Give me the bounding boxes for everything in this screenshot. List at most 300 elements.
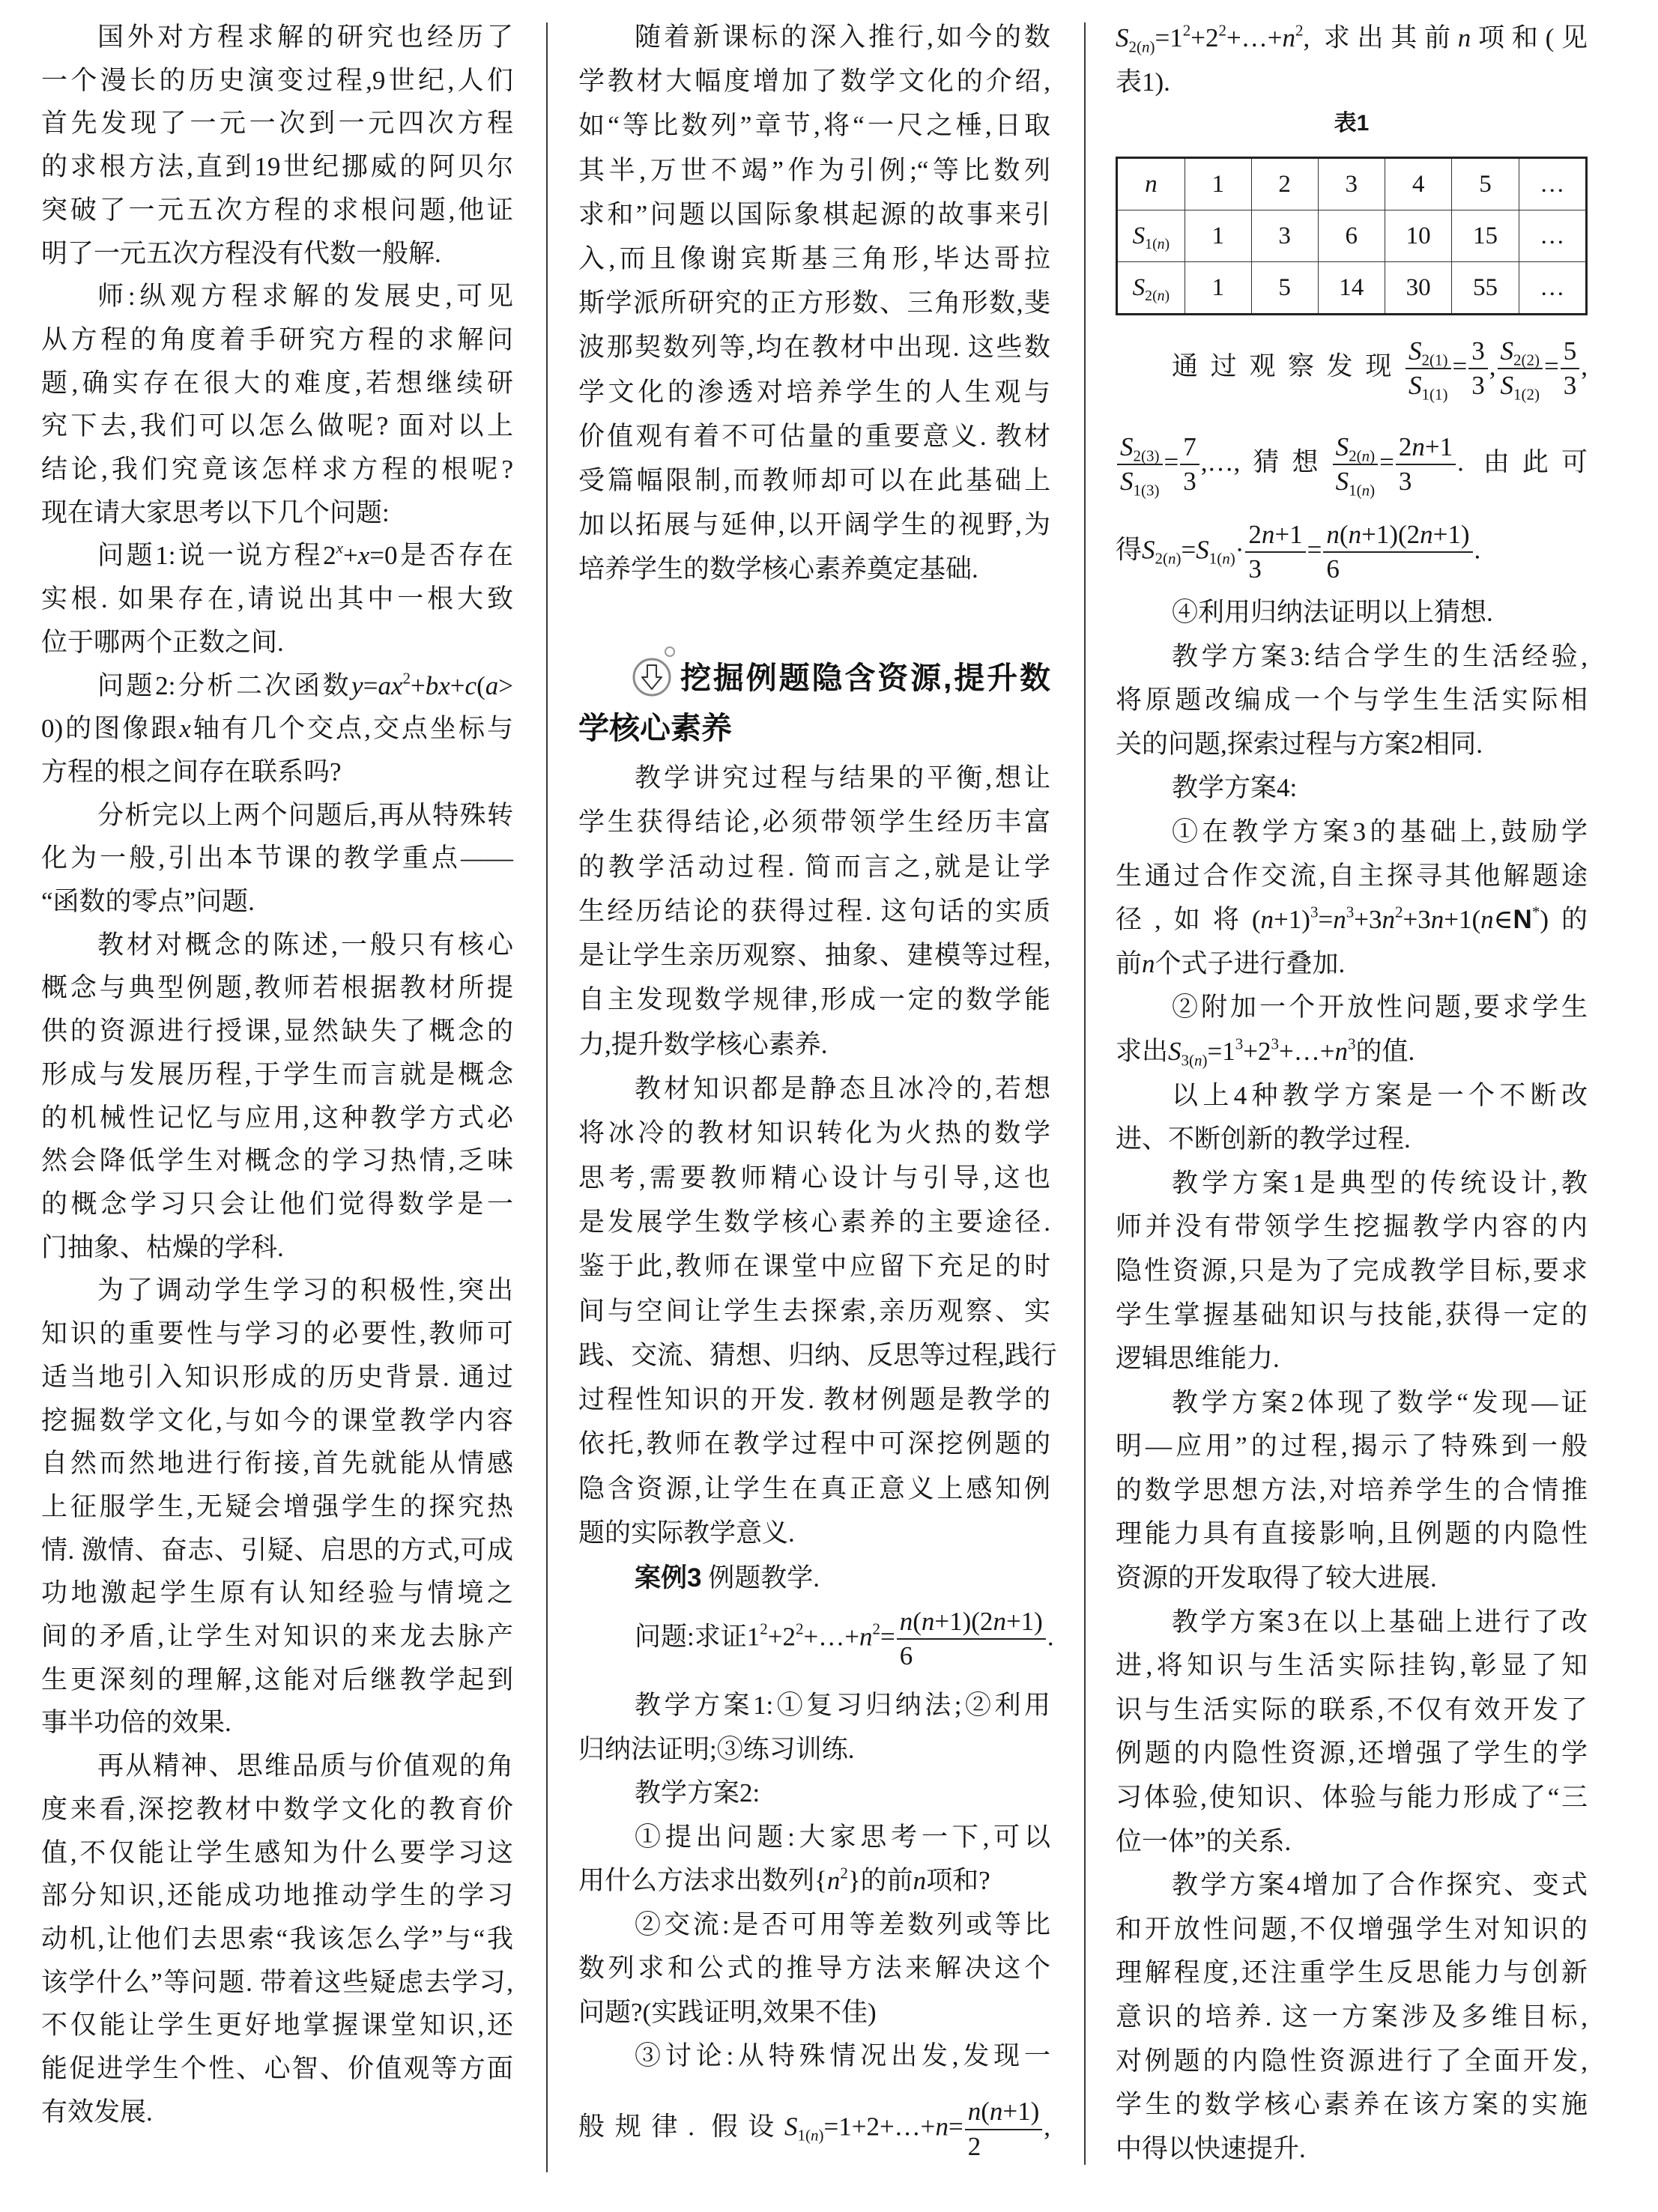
text-run: 的机械性记忆与应用,这种教学方式必 <box>41 1103 513 1133</box>
text-run: 度来看,深挖教材中数学文化的教育价 <box>41 1794 513 1824</box>
sums-table-body <box>1117 158 1587 315</box>
math-variable: S <box>1409 336 1422 366</box>
text-run: 教材知识都是静态且冰冷的,若想 <box>635 1074 1050 1104</box>
text-line <box>578 1511 1050 1555</box>
text-line <box>1116 986 1588 1030</box>
column-middle <box>578 0 1057 2212</box>
paragraph <box>578 1067 1057 1555</box>
text-line <box>578 1067 1050 1111</box>
fraction <box>1406 336 1451 402</box>
text-run: 教学方案1:①复习归纳法;②利用 <box>635 1691 1050 1720</box>
text-run: 1( <box>797 2126 811 2145</box>
text-run: 般规律. 假设 <box>578 2112 784 2142</box>
text-run: +3 <box>1403 905 1431 935</box>
math-variable: n <box>1361 446 1370 465</box>
text-line <box>1116 2083 1588 2127</box>
text-run: 从方程的角度着手研究方程的求解问 <box>41 324 513 354</box>
paragraph <box>41 1269 513 1745</box>
text-run: 然会降低学生对概念的学习热情,乏味 <box>41 1146 513 1176</box>
text-line <box>41 362 513 405</box>
math-variable: S <box>1196 535 1209 565</box>
text-run: 上征服学生,无疑会增强学生的探究热 <box>41 1491 513 1521</box>
text-line <box>41 59 513 103</box>
superscript: 3 <box>1235 1034 1244 1053</box>
paragraph <box>1116 1162 1588 1381</box>
math-variable: n <box>1457 23 1471 52</box>
text-run: =1 <box>1207 1036 1235 1066</box>
paragraph <box>1116 1381 1588 1601</box>
paragraph <box>578 1903 1050 2035</box>
table-cell: 14 <box>1318 262 1385 315</box>
text-run: 践、交流、猜想、归纳、反思等过程,践行 <box>578 1340 1057 1370</box>
text-run: . <box>1047 1622 1054 1652</box>
table-row <box>1117 210 1587 262</box>
text-run: 3 <box>1471 336 1485 366</box>
superscript: 3 <box>1271 1034 1280 1053</box>
text-run: , <box>1489 351 1496 381</box>
text-line <box>578 458 1050 503</box>
text-run: 隐性资源,只是为了完成教学目标,要求 <box>1116 1255 1588 1285</box>
text-line <box>1116 16 1588 60</box>
text-line <box>41 837 513 880</box>
circled-down-arrow-icon <box>631 644 679 698</box>
table-cell: … <box>1519 210 1586 262</box>
superscript: 2 <box>1394 903 1403 921</box>
fraction-denominator <box>1333 464 1379 500</box>
text-run: 通过观察发现 <box>1172 351 1404 381</box>
fraction <box>965 2097 1043 2162</box>
text-run: 间与空间让学生去探索,亲历观察、实 <box>578 1296 1050 1326</box>
text-line <box>1116 431 1588 500</box>
text-line <box>1116 1644 1588 1688</box>
text-run: 能促进学生个性、心智、价值观等方面 <box>41 2054 513 2084</box>
text-line <box>41 404 513 448</box>
text-line <box>1116 1205 1588 1249</box>
text-run: 现在请大家思考以下几个问题: <box>41 497 390 527</box>
math-variable: n <box>1157 287 1165 304</box>
text-run: 前 <box>1116 948 1143 978</box>
text-run: 2 <box>1398 431 1412 461</box>
text-run: = <box>1181 535 1196 565</box>
text-run: 价值观有着不可估量的重要意义. 教材 <box>578 421 1050 451</box>
math-variable: n <box>1420 519 1433 549</box>
text-run: +…+ <box>803 1622 859 1652</box>
text-line <box>578 103 1050 148</box>
superscript: 2 <box>872 1619 880 1638</box>
text-run: 结论,我们究竟该怎样求方程的根呢? <box>41 455 513 485</box>
text-run: 入,而且像谢宾斯基三角形,毕达哥拉 <box>578 244 1050 274</box>
fraction <box>1117 431 1163 500</box>
subscript <box>1349 446 1375 464</box>
text-line <box>41 664 513 708</box>
text-run: 功地激起学生原有认知经验与情境之 <box>41 1578 513 1608</box>
text-run: ③讨论:从特殊情况出发,发现一 <box>635 2041 1050 2070</box>
subscript <box>1182 1051 1208 1069</box>
text-line <box>41 2047 513 2091</box>
text-run: 鉴于此,教师在课堂中应留下充足的时 <box>578 1252 1050 1282</box>
text-run: )的 <box>1540 905 1588 935</box>
text-run: 2( <box>1349 446 1362 465</box>
text-run: ) <box>1370 481 1376 500</box>
math-variable: S <box>1132 273 1146 301</box>
text-run: 斯学派所研究的正方形数、三角形数,斐 <box>578 288 1050 318</box>
text-run: 0)的图像跟 <box>41 714 180 744</box>
fraction-numerator <box>1117 432 1163 464</box>
text-run: ①提出问题:大家思考一下,可以 <box>635 1822 1050 1852</box>
text-run: 3( <box>1181 1051 1195 1070</box>
text-run: ) <box>1176 549 1182 568</box>
table-cell: … <box>1519 158 1586 210</box>
subscript: 2(2) <box>1513 351 1540 369</box>
text-run: = <box>1307 535 1322 565</box>
text-run: 思考,需要教师精心设计与引导,这也 <box>578 1163 1050 1193</box>
text-run: =1+2+…+ <box>823 2112 936 2142</box>
text-line <box>1116 1951 1588 1996</box>
math-variable: n <box>993 1606 1006 1636</box>
fraction-numerator <box>1561 336 1580 368</box>
math-variable: n <box>1326 519 1340 549</box>
text-run: 形成与发展历程,于学生而言就是概念 <box>41 1059 513 1089</box>
text-line <box>578 1333 1057 1378</box>
superscript: 2 <box>840 1864 848 1882</box>
math-variable: c <box>465 670 477 700</box>
text-run: 一个漫长的历史演变过程,9世纪,人们 <box>41 65 513 95</box>
text-run: 知识的重要性与学习的必要性,教师可 <box>41 1319 513 1349</box>
text-line <box>578 2097 1050 2162</box>
math-variable: S <box>1132 222 1146 249</box>
text-line <box>578 148 1050 193</box>
math-variable: n <box>1142 948 1155 978</box>
math-variable: S <box>1335 431 1349 461</box>
text-line <box>1116 1820 1588 1864</box>
math-variable: S <box>1116 23 1129 52</box>
text-run: 理解程度,还注重学生反思能力与创新 <box>1116 1958 1588 1988</box>
fraction-denominator <box>1396 464 1456 497</box>
text-run: +1 <box>1274 519 1303 549</box>
text-run: 问题:求证1 <box>635 1622 760 1652</box>
text-line <box>41 534 513 578</box>
text-run: 学生掌握基础知识与技能,获得一定的 <box>1116 1300 1588 1330</box>
text-run: 理能力具有直接影响,且例题的内隐性 <box>1116 1519 1588 1549</box>
math-variable: S <box>1409 371 1422 400</box>
text-run: 3 <box>1398 467 1412 496</box>
text-line <box>41 16 513 59</box>
text-run: +1) <box>1002 2097 1040 2127</box>
text-run: “函数的零点”问题. <box>41 887 255 917</box>
text-line <box>1116 520 1588 585</box>
text-run: 实根. 如果存在,请说出其中一根大致 <box>41 584 513 614</box>
paragraph <box>578 1816 1050 1903</box>
text-line <box>41 1183 513 1226</box>
fraction <box>1396 432 1456 497</box>
text-run: 和开放性问题,不仅增强学生对知识的 <box>1116 1914 1588 1944</box>
paragraph <box>578 1772 1050 1816</box>
text-run: 师:纵观方程求解的发展史,可见 <box>97 282 513 312</box>
text-run: 教学方案1是典型的传统设计,教 <box>1172 1168 1588 1198</box>
fraction <box>1245 520 1305 585</box>
text-line <box>578 1557 1050 1600</box>
text-line <box>578 2034 1050 2079</box>
text-line <box>41 1399 513 1443</box>
text-run: 挖掘数学文化,与如今的课堂教学内容 <box>41 1405 513 1435</box>
text-line <box>41 232 513 276</box>
table-cell: 5 <box>1452 158 1519 210</box>
table-cell: 4 <box>1385 158 1451 210</box>
text-run: 加以拓展与延伸,以开阔学生的视野,为 <box>578 510 1050 540</box>
subscript: 2(3) <box>1133 446 1160 465</box>
text-line <box>1116 2127 1588 2172</box>
table-cell: 1 <box>1184 210 1251 262</box>
text-run: =1 <box>1155 23 1183 52</box>
text-run: 将冰冷的教材知识转化为火热的数学 <box>578 1118 1050 1148</box>
table-cell: 30 <box>1385 262 1451 315</box>
paragraph <box>1116 810 1588 986</box>
text-line <box>41 1831 513 1875</box>
math-variable: n <box>967 2097 981 2127</box>
math-variable: x <box>357 541 370 571</box>
sums-table <box>1116 157 1588 315</box>
text-run: 问题?(实践证明,效果不佳) <box>578 1997 877 2027</box>
text-line <box>578 1244 1050 1288</box>
fraction <box>1498 336 1543 402</box>
paragraph <box>1116 766 1588 810</box>
text-run: 个式子进行叠加. <box>1155 948 1346 978</box>
table-cell: 15 <box>1452 210 1519 262</box>
math-variable: n <box>1222 549 1230 568</box>
fraction <box>1561 336 1580 402</box>
superscript: 2 <box>795 1619 804 1638</box>
text-run: + <box>342 541 358 571</box>
text-line <box>578 1022 1050 1067</box>
text-line <box>41 621 513 664</box>
intro-text <box>578 15 1050 592</box>
text-run: , 求出其前 <box>1303 23 1458 52</box>
text-run: = <box>1452 351 1468 381</box>
math-variable: n <box>1348 519 1362 549</box>
math-variable: n <box>1260 905 1274 935</box>
text-line <box>1116 679 1588 723</box>
text-line <box>1116 1249 1588 1294</box>
paragraph <box>1116 635 1588 767</box>
text-run: 情. 激情、奋志、引疑、启思的方式,可成 <box>41 1535 513 1565</box>
text-line <box>578 1378 1050 1422</box>
text-run: 例题教学. <box>701 1563 820 1593</box>
fraction-denominator <box>1561 368 1580 401</box>
text-line <box>1116 1294 1588 1338</box>
text-run: ,…,猜想 <box>1200 447 1331 477</box>
text-line <box>41 1874 513 1918</box>
text-run: , <box>1581 351 1588 381</box>
text-line <box>578 414 1050 458</box>
text-run: 2 <box>967 2131 981 2161</box>
text-line <box>41 1918 513 1961</box>
fraction-numerator <box>1406 336 1451 368</box>
text-run: 动机,让他们去思索“我该怎么学”与“我 <box>41 1924 513 1954</box>
text-run: 事半功倍的效果. <box>41 1708 232 1738</box>
text-run: ∈ <box>1493 905 1513 935</box>
text-run: + <box>450 670 465 700</box>
text-run: 的概念学习只会让他们觉得数学是一 <box>41 1189 513 1219</box>
text-run: 题,确实存在很大的难度,若想继续研 <box>41 368 513 398</box>
fraction <box>897 1607 1046 1672</box>
text-run: 3 <box>1248 554 1262 584</box>
math-variable: S <box>1168 1036 1182 1066</box>
text-run: 意识的培养. 这一方案涉及多维目标, <box>1116 2002 1588 2031</box>
text-run: 是发展学生数学核心素养的主要途径. <box>578 1207 1050 1237</box>
text-run: +1) <box>1274 905 1310 935</box>
text-run: 过程性知识的开发. 教材例题是教学的 <box>578 1385 1050 1415</box>
paragraph <box>41 794 513 924</box>
subscript: 1(2) <box>1513 385 1540 404</box>
math-variable: n <box>810 2126 819 2145</box>
math-variable: n <box>1145 170 1158 198</box>
text-run: +2 <box>1190 23 1219 52</box>
table-cell: 6 <box>1318 210 1385 262</box>
text-run: ( <box>913 1606 922 1636</box>
column-right <box>1116 0 1588 2212</box>
superscript <box>336 539 343 557</box>
text-run: +1 <box>1424 431 1453 461</box>
text-line <box>1116 766 1588 810</box>
math-variable: n <box>1282 23 1295 52</box>
subscript <box>797 2127 823 2145</box>
text-line <box>41 491 513 535</box>
text-line <box>41 1572 513 1615</box>
text-line <box>578 1156 1050 1200</box>
paragraph <box>1116 16 1588 104</box>
text-run: 波那契数列等,均在教材中出现. 这些数 <box>578 333 1050 363</box>
text-line <box>1116 1732 1588 1776</box>
fraction-denominator <box>1468 368 1488 401</box>
text-run: ( <box>981 2097 990 2127</box>
text-line <box>578 1991 1050 2035</box>
text-line <box>41 794 513 837</box>
text-run: 题的实际教学意义. <box>578 1518 795 1548</box>
text-run: ) <box>1370 446 1376 465</box>
text-run: 项和? <box>926 1866 990 1895</box>
text-line <box>578 889 1050 933</box>
text-run: 首先发现了一元一次到一元四次方程 <box>41 109 513 139</box>
text-run: 将原题改编成一个与学生生活实际相 <box>1116 685 1588 715</box>
text-run: 以上4种教学方案是一个不断改 <box>1172 1080 1588 1110</box>
text-line <box>1116 1908 1588 1952</box>
text-run: 教学讲究过程与结果的平衡,想让 <box>635 763 1050 793</box>
text-run: 教学方案4增加了合作探究、变式 <box>1172 1870 1588 1900</box>
text-line <box>1116 942 1588 987</box>
math-variable: S <box>1120 467 1134 496</box>
section-heading-line-2: 学核心素养 <box>578 711 732 745</box>
text-line <box>41 1269 513 1312</box>
text-run: ) <box>1164 235 1170 252</box>
bold-label: N <box>1513 905 1532 935</box>
text-run: +1)(2 <box>1361 519 1421 549</box>
text-run: 的数学思想方法,对培养学生的合情推 <box>1116 1475 1588 1505</box>
fraction-numerator <box>1468 336 1488 368</box>
math-variable: x <box>336 539 343 557</box>
text-run: ) <box>1202 1051 1208 1070</box>
paragraph <box>41 16 513 275</box>
text-line <box>578 193 1050 237</box>
text-run: ) <box>1229 549 1235 568</box>
math-variable: n <box>935 2112 948 2142</box>
text-run: 师并没有带领学生挖掘教学内容的内 <box>1116 1212 1588 1242</box>
text-run: 对例题的内隐性资源进行了全面开发, <box>1116 2046 1588 2076</box>
text-line <box>578 756 1050 800</box>
text-line <box>41 102 513 145</box>
text-run: 受篇幅限制,而教师却可以在此基础上 <box>578 466 1050 496</box>
text-run: +3 <box>1354 905 1382 935</box>
paragraph <box>578 756 1050 1067</box>
text-run: =0是否存在 <box>369 541 513 571</box>
text-run: 位一体”的关系. <box>1116 1826 1292 1856</box>
fraction-numerator <box>1323 520 1472 551</box>
text-line <box>578 15 1050 59</box>
sum-definition-text <box>1116 16 1588 104</box>
text-run: 用什么方法求出数列{ <box>578 1866 827 1895</box>
text-line <box>1116 1512 1588 1557</box>
text-run: 中得以快速提升. <box>1116 2133 1306 2163</box>
subscript: 2(1) <box>1421 351 1448 369</box>
text-run: 教学方案4: <box>1172 773 1298 803</box>
text-line <box>578 370 1050 414</box>
text-line <box>1116 1118 1588 1162</box>
math-variable: n <box>989 2097 1003 2127</box>
text-run: . <box>1474 535 1481 565</box>
text-line <box>1116 810 1588 855</box>
text-run: = <box>948 2112 963 2142</box>
math-variable: n <box>1412 431 1425 461</box>
text-run: 关的问题,探索过程与方案2相同. <box>1116 729 1483 759</box>
text-line <box>578 1903 1050 1948</box>
table-row-label <box>1117 210 1185 262</box>
superscript: 2 <box>1295 21 1304 40</box>
math-variable: ax <box>378 670 403 700</box>
text-run: 得 <box>1116 535 1143 565</box>
text-run: , <box>1044 2112 1050 2142</box>
table-cell: 3 <box>1318 158 1385 210</box>
table-cell: 55 <box>1452 262 1519 315</box>
fraction-denominator <box>965 2129 1043 2162</box>
text-line <box>41 1701 513 1745</box>
closing-formula-line <box>578 2094 1050 2165</box>
subscript <box>1209 549 1235 567</box>
text-run: · <box>1235 535 1244 565</box>
text-line <box>1116 60 1588 104</box>
text-line <box>41 1010 513 1053</box>
superscript: 3 <box>1348 1034 1356 1053</box>
text-run: 2( <box>1128 37 1142 56</box>
text-line <box>41 924 513 967</box>
text-run: +2 <box>1243 1036 1271 1066</box>
math-variable: n <box>913 1866 927 1895</box>
text-line <box>578 1684 1050 1728</box>
paragraph <box>41 924 513 1270</box>
text-run: 例题的内隐性资源,还增强了学生的学 <box>1116 1739 1588 1769</box>
case-3-title <box>578 1557 1050 1600</box>
fraction <box>1333 431 1379 500</box>
text-run: 适当地引入知识形成的历史背景. 通过 <box>41 1362 513 1392</box>
text-run: 其半,万世不竭”作为引例;“等比数列 <box>578 155 1050 185</box>
math-variable: n <box>826 1866 841 1895</box>
text-line <box>578 547 1050 591</box>
text-run: 依托,教师在教学过程中可深挖例题的 <box>578 1429 1050 1459</box>
text-run: 的求根方法,直到19世纪挪威的阿贝尔 <box>41 152 513 182</box>
table-cell: 5 <box>1251 262 1318 315</box>
text-run: 如“等比数列”章节,将“一尺之棰,日取 <box>578 111 1050 141</box>
column-left-text <box>41 16 513 2133</box>
subscript <box>1145 235 1170 252</box>
text-line <box>1116 1162 1588 1206</box>
